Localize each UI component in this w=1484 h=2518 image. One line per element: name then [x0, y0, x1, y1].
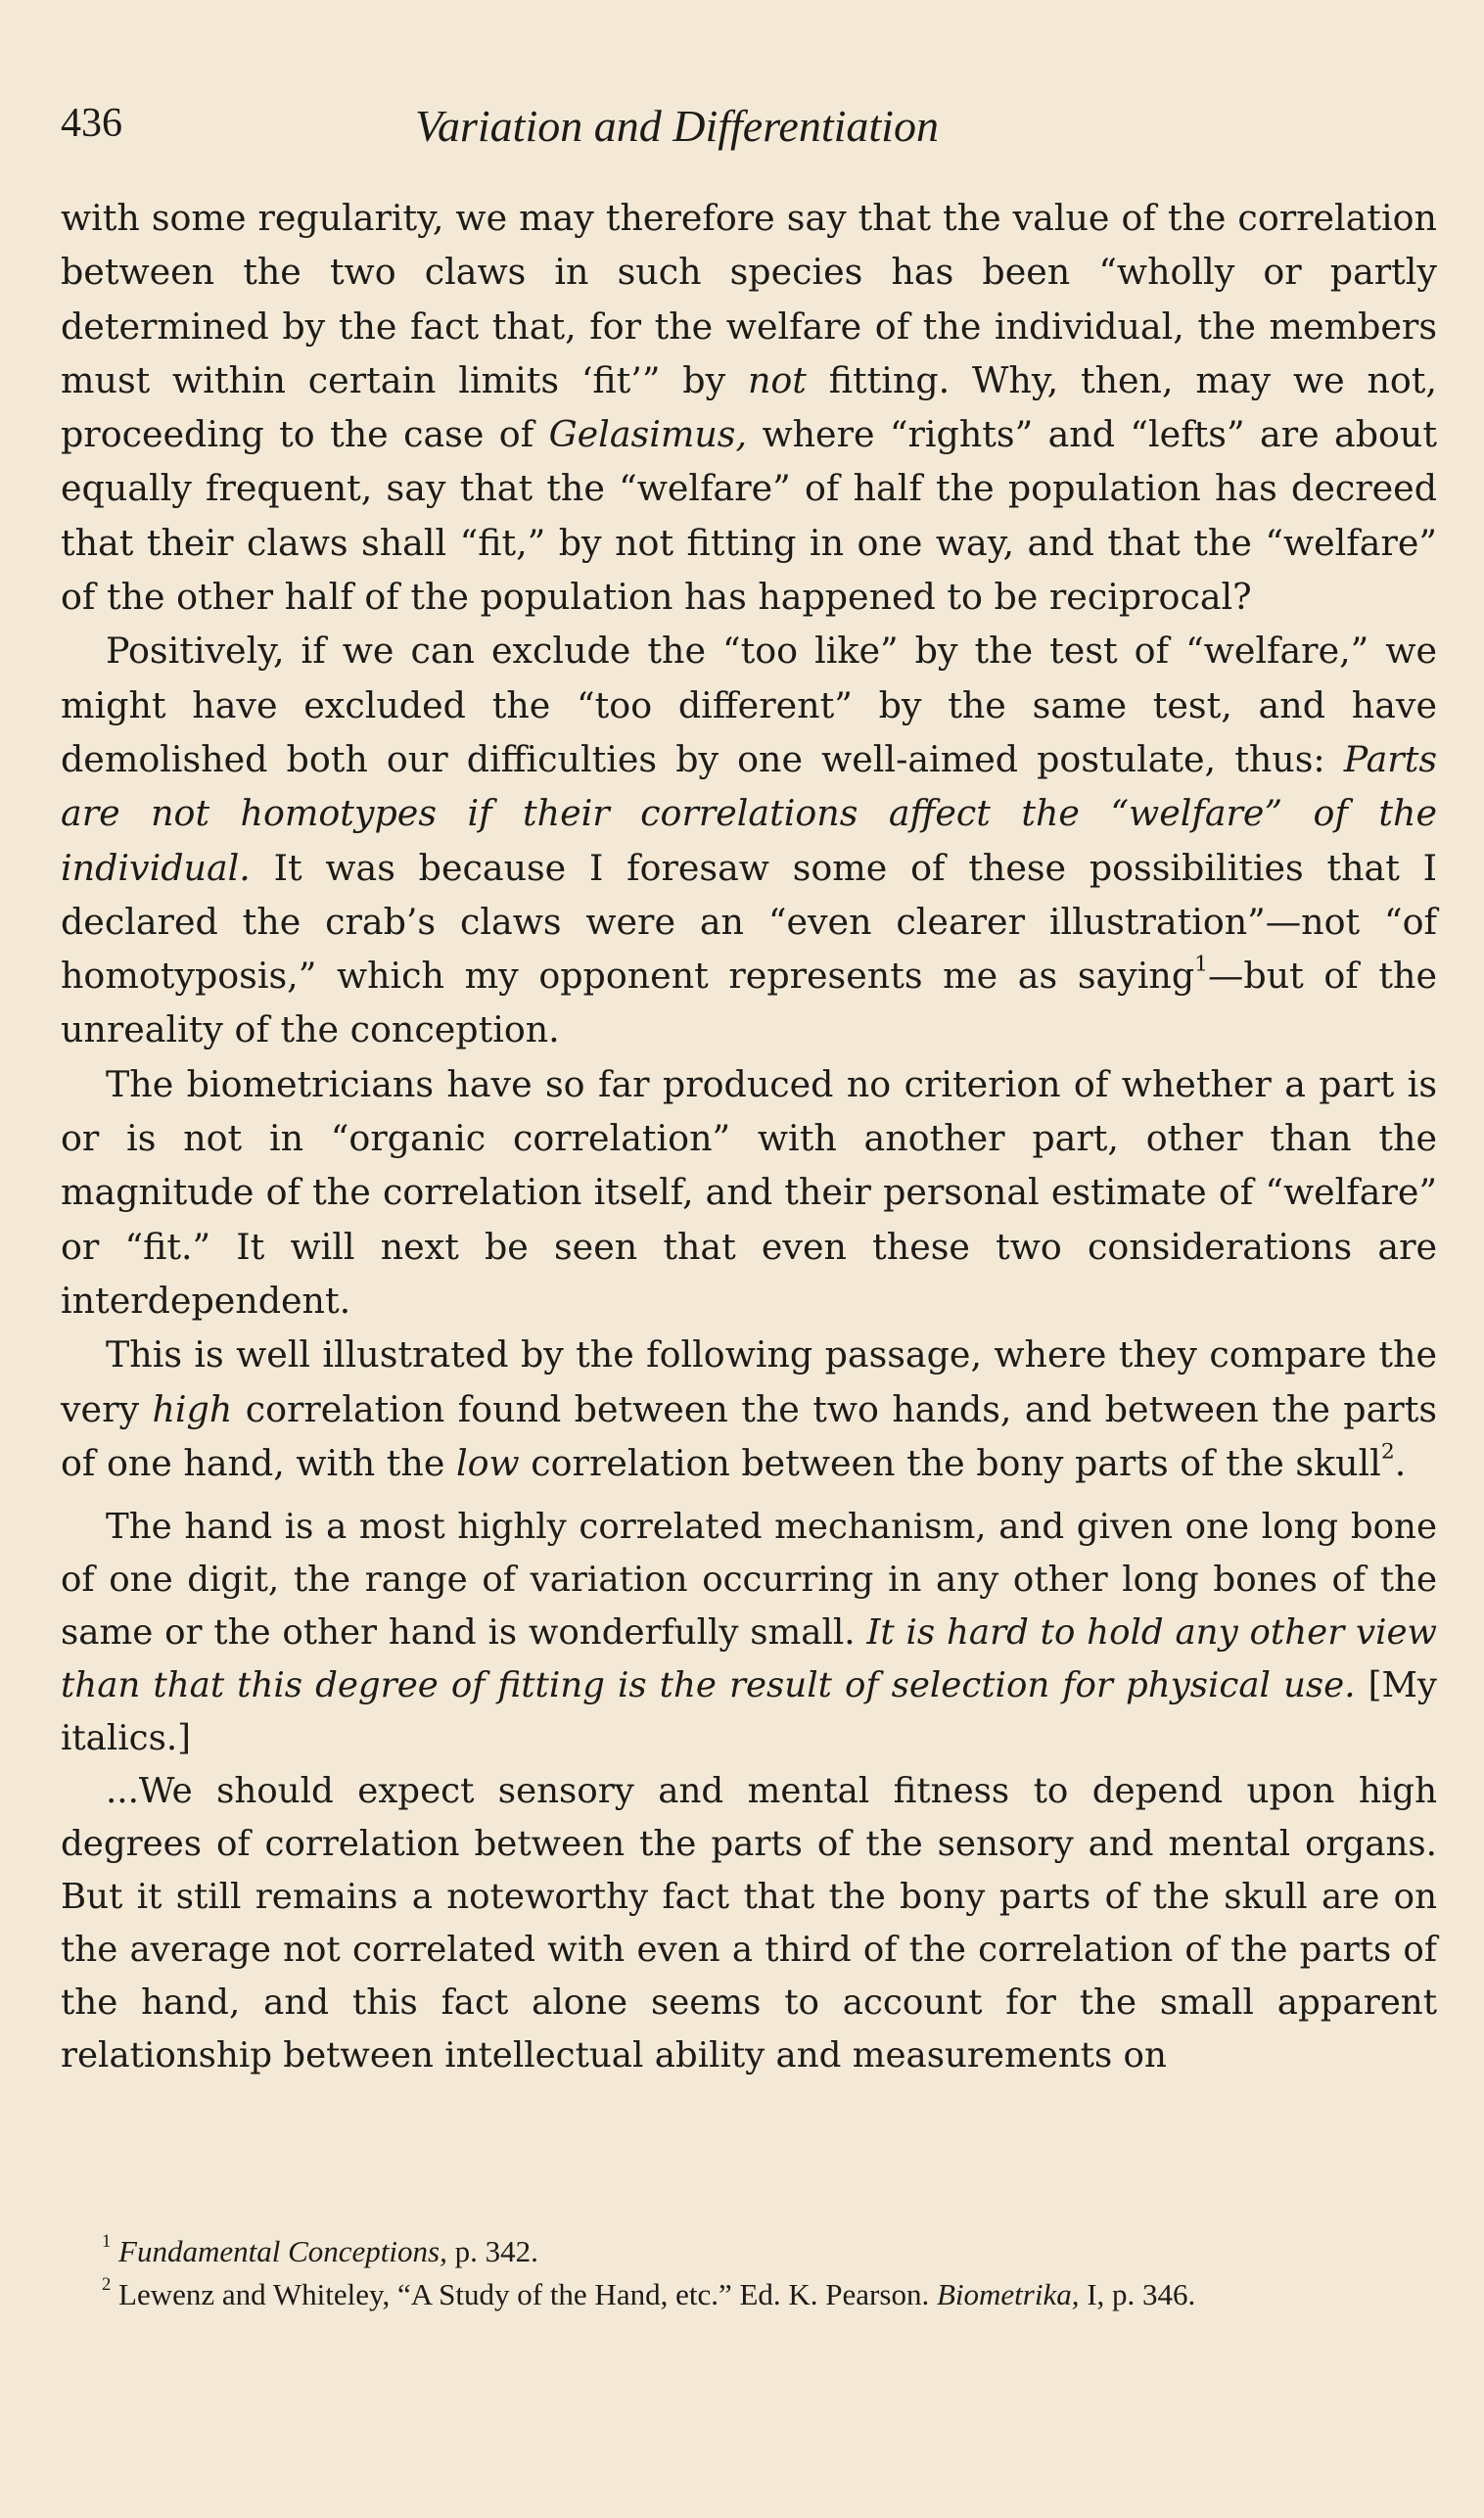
page-number: 436 — [61, 101, 122, 146]
italic-postulate: Parts are not homotypes if their correlations affect the “welfare” of the individual. — [61, 737, 1437, 889]
running-head — [61, 90, 1431, 168]
italic-not: not — [747, 358, 807, 401]
footnote-ref-2: 2 — [1380, 1439, 1395, 1465]
quotation-paragraph-1: The hand is a most highly correlated mechanism, and given one long bone of one digit, the range of variation occurring in any other long bones of the same or the other hand is wonderfully small. It is hard to hold any other view than that this degree of fitting is the result of selection for physical use. [My italics.] — [61, 1507, 1437, 1759]
footnote-ref-1: 1 — [1194, 952, 1209, 977]
italic-gelasimus: Gelasimus, — [548, 413, 748, 456]
footnote-2: $^2$ Lewenz and Whiteley, “A Study of the Hand, etc.” Ed. K. Pearson. Biometrika, I, p. 346. — [102, 2274, 1196, 2311]
italic-quote: It is hard to hold any other view than that this degree of fitting is the result of selection for physical use. — [61, 1612, 1437, 1706]
italic-high: high — [152, 1387, 233, 1430]
body-text — [61, 191, 1437, 2082]
paragraph-1: with some regularity, we may therefore say that the value of the correlation between the two claws in such species has been “wholly or partly determined by the fact that, for the welfare of the individual, the members must within certain limits ‘fit’” by not fitting. Why, then, may we not, proceeding to the case of Gelasimus, where “rights” and “lefts” are about equally frequent, say that the “welfare” of half the population has decreed that their claws shall “fit,” by not fitting in one way, and that the “welfare” of the other half of the population has happened to be reciprocal? — [61, 197, 1437, 619]
footnote-1: $^1$ Fundamental Conceptions, p. 342. — [102, 2231, 538, 2268]
italic-low: low — [455, 1441, 520, 1484]
quotation-paragraph-2: ...We should expect sensory and mental fitness to depend upon high degrees of correlation between the parts of the sensory and mental organs. But it still remains a noteworthy fact that the bony parts of the skull are on the average not correlated with even a third of the correlation of the parts of the hand, and this fact alone seems to account for the small apparent relationship between intellectual ability and measurements on — [61, 1771, 1437, 2076]
paragraph-3: The biometricians have so far produced no criterion of whether a part is or is not in “organic correlation” with another part, other than the magnitude of the correlation itself, and their personal estimate of “welfare” or “fit.” It will next be seen that even these two considerations are interdependent. — [61, 1062, 1437, 1322]
paragraph-4: This is well illustrated by the following passage, where they compare the very high correlation found between the two hands, and between the parts of one hand, with the low correlation between the bony parts of the skull$^2$. — [61, 1333, 1437, 1484]
footnotes — [61, 2230, 1437, 2316]
footnote-marker-2: 2 — [102, 2274, 112, 2296]
running-title: Variation and Differentiation — [415, 101, 939, 151]
quotation-block — [61, 1501, 1437, 2082]
paragraph-2: Positively, if we can exclude the “too like” by the test of “welfare,” we might have excluded the “too different” by the same test, and have demolished both our difficulties by one well-aimed postulate, thus: Parts are not homotypes if their correlations affect the “welfare” of the individual. It was because I foresaw some of these possibilities that I declared the crab’s claws were an “even clearer illustration”—not “of homotyposis,” which my opponent represents me as saying$^1$—but of the unreality of the conception. — [61, 630, 1438, 1051]
footnote-marker-1: 1 — [102, 2231, 112, 2253]
